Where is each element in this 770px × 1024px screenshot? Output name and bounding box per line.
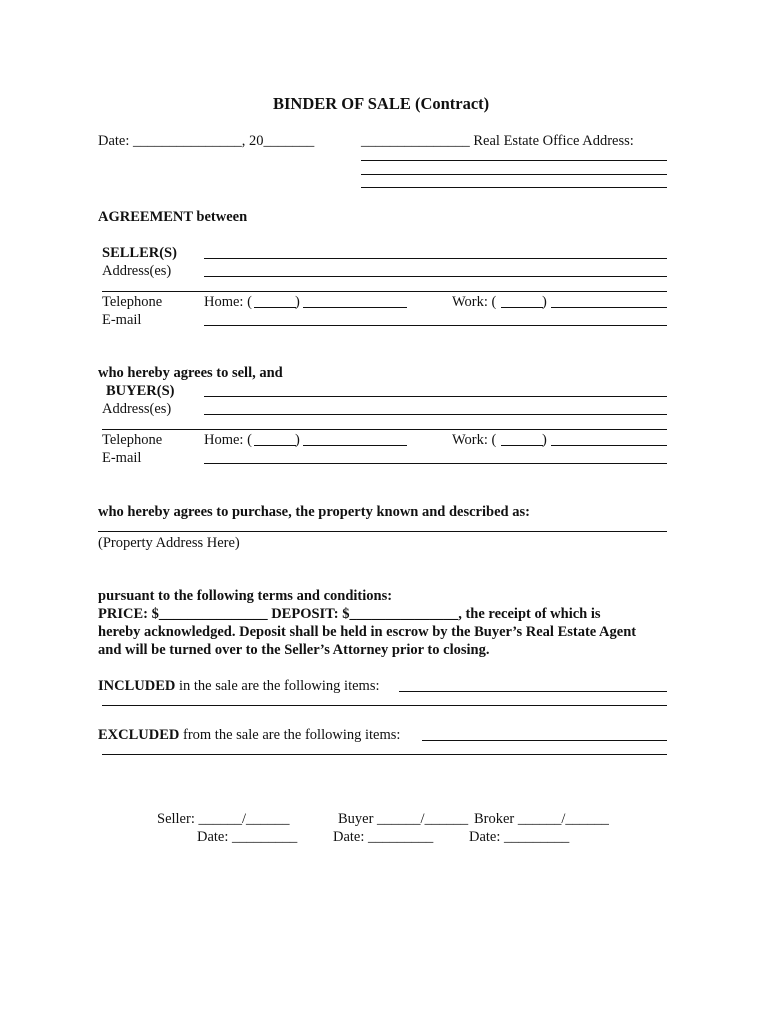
broker-initials[interactable]: Broker ______/______ [474,811,609,827]
excluded-bold: EXCLUDED [98,727,180,743]
seller-email-line[interactable] [204,325,667,326]
seller-sign-date[interactable]: Date: _________ [197,829,298,845]
buyer-work-area-code-line[interactable] [501,445,543,446]
deposit-escrow-text: hereby acknowledged. Deposit shall be held in escrow by the Buyer’s Real Estate Agent [98,624,637,640]
buyer-telephone-label: Telephone [102,432,163,448]
buyer-work-close-paren: ) [542,432,547,448]
buyer-name-line[interactable] [204,396,667,397]
excluded-rest: from the sale are the following items: [179,727,401,743]
buyer-address-line-2[interactable] [102,429,667,430]
document-title: BINDER OF SALE (Contract) [273,94,490,113]
seller-address-label: Address(es) [102,263,172,279]
seller-address-line-2[interactable] [102,291,667,292]
included-bold: INCLUDED [98,678,176,694]
buyer-email-label: E-mail [102,450,142,466]
seller-work-label: Work: ( [452,294,497,310]
property-address-hint: (Property Address Here) [98,535,240,551]
seller-name-line[interactable] [204,258,667,259]
buyer-label: BUYER(S) [106,383,175,399]
seller-address-line[interactable] [204,276,667,277]
sell-clause: who hereby agrees to sell, and [98,365,283,381]
buyer-initials[interactable]: Buyer ______/______ [338,811,469,827]
buyer-home-close-paren: ) [295,432,300,448]
seller-email-label: E-mail [102,312,142,328]
buyer-home-phone-line[interactable] [303,445,407,446]
terms-intro: pursuant to the following terms and conditions: [98,588,393,604]
broker-sign-date[interactable]: Date: _________ [469,829,570,845]
included-items-line-1[interactable] [399,691,667,692]
buyer-home-area-code-line[interactable] [254,445,296,446]
deposit-closing-text: and will be turned over to the Seller’s Attorney prior to closing. [98,642,490,658]
included-rest: in the sale are the following items: [175,678,380,694]
price-deposit-line[interactable]: PRICE: $_______________ DEPOSIT: $_______________, the receipt of which is [98,606,601,622]
property-address-line[interactable] [98,531,667,532]
seller-work-area-code-line[interactable] [501,307,543,308]
buyer-work-label: Work: ( [452,432,497,448]
seller-home-label: Home: ( [204,294,252,310]
buyer-sign-date[interactable]: Date: _________ [333,829,434,845]
excluded-label [98,727,400,744]
office-address-line-3[interactable] [361,187,667,188]
buyer-work-phone-line[interactable] [551,445,667,446]
buyer-address-label: Address(es) [102,401,172,417]
agreement-heading: AGREEMENT between [98,209,248,225]
purchase-clause: who hereby agrees to purchase, the property known and described as: [98,504,530,520]
included-label [98,678,380,695]
seller-label: SELLER(S) [102,245,177,261]
date-field[interactable]: Date: _______________, 20_______ [98,133,315,149]
office-address-label: _______________ Real Estate Office Address: [361,133,634,149]
seller-work-phone-line[interactable] [551,307,667,308]
seller-home-close-paren: ) [295,294,300,310]
seller-work-close-paren: ) [542,294,547,310]
seller-home-area-code-line[interactable] [254,307,296,308]
excluded-items-line-1[interactable] [422,740,667,741]
office-address-line-1[interactable] [361,160,667,161]
seller-telephone-label: Telephone [102,294,163,310]
included-items-line-2[interactable] [102,705,667,706]
buyer-home-label: Home: ( [204,432,252,448]
buyer-address-line[interactable] [204,414,667,415]
seller-initials[interactable]: Seller: ______/______ [157,811,290,827]
seller-home-phone-line[interactable] [303,307,407,308]
office-address-line-2[interactable] [361,174,667,175]
excluded-items-line-2[interactable] [102,754,667,755]
buyer-email-line[interactable] [204,463,667,464]
